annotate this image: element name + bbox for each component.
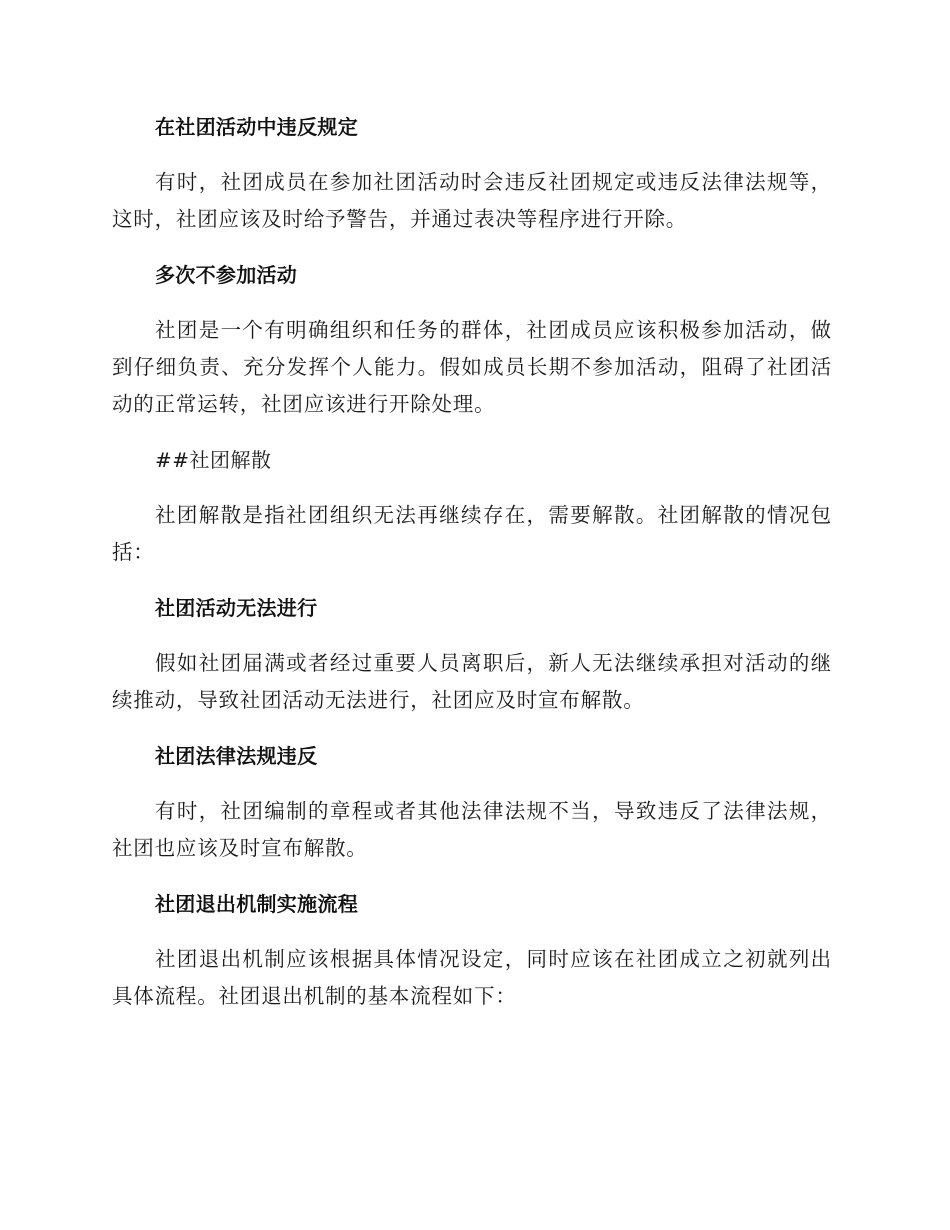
section-body-absence: 社团是一个有明确组织和任务的群体，社团成员应该积极参加活动，做到仔细负责、充分发挥个人能力。假如成员长期不参加活动，阻碍了社团活动的正常运转，社团应该进行开除处理。: [112, 318, 832, 416]
section-body-law-violation: 有时，社团编制的章程或者其他法律法规不当，导致违反了法律法规，社团也应该及时宣布解散。: [112, 799, 832, 860]
section-heading-exit-process: 社团退出机制实施流程: [155, 892, 358, 916]
section-heading-activity-halt: 社团活动无法进行: [155, 596, 318, 620]
section-heading-absence: 多次不参加活动: [155, 263, 298, 287]
section-heading-law-violation: 社团法律法规违反: [155, 744, 318, 768]
section-body-violation: 有时，社团成员在参加社团活动时会违反社团规定或违反法律法规等，这时，社团应该及时给予警告，并通过表决等程序进行开除。: [112, 170, 832, 231]
section-body-dissolution: 社团解散是指社团组织无法再继续存在，需要解散。社团解散的情况包括：: [112, 503, 832, 564]
section-heading-violation: 在社团活动中违反规定: [155, 115, 358, 139]
section-body-activity-halt: 假如社团届满或者经过重要人员离职后，新人无法继续承担对活动的继续推动，导致社团活动无法进行，社团应及时宣布解散。: [112, 651, 832, 712]
section-body-exit-process: 社团退出机制应该根据具体情况设定，同时应该在社团成立之初就列出具体流程。社团退出机制的基本流程如下：: [112, 947, 832, 1008]
section-heading-dissolution: ##社团解散: [155, 448, 272, 472]
